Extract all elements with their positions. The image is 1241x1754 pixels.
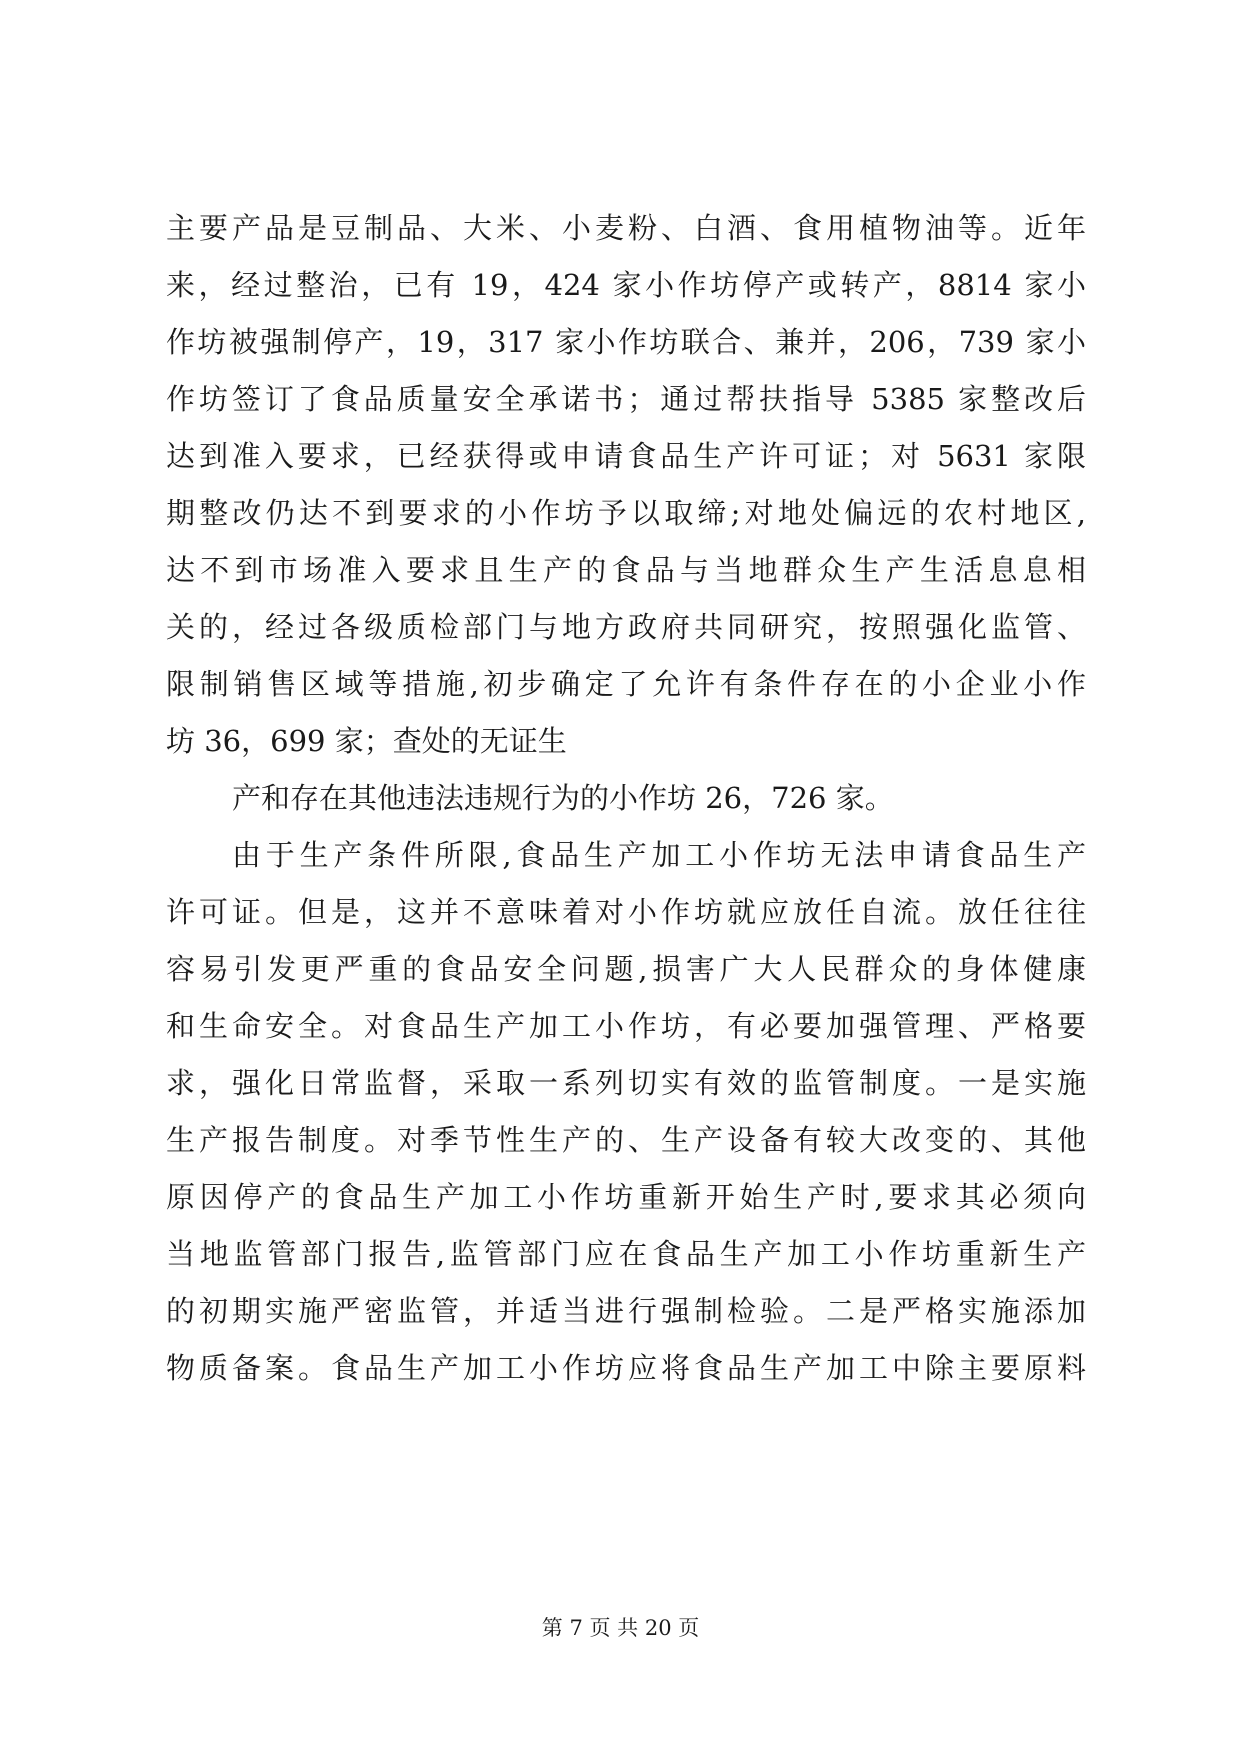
paragraph-3-line-9: 的初期实施严密监管，并适当进行强制检验。二是严格实施添加 [166, 1294, 1086, 1328]
paragraph-1-line-3: 作坊被强制停产，19，317 家小作坊联合、兼并，206，739 家小 [166, 325, 1086, 359]
paragraph-3-line-6: 生产报告制度。对季节性生产的、生产设备有较大改变的、其他 [166, 1123, 1086, 1157]
paragraph-1-line-5: 达到准入要求，已经获得或申请食品生产许可证；对 5631 家限 [166, 439, 1086, 473]
paragraph-3-line-5: 求，强化日常监督，采取一系列切实有效的监管制度。一是实施 [166, 1066, 1086, 1100]
paragraph-1-line-1: 主要产品是豆制品、大米、小麦粉、白酒、食用植物油等。近年 [166, 211, 1086, 245]
paragraph-3-line-3: 容易引发更严重的食品安全问题,损害广大人民群众的身体健康 [166, 952, 1086, 986]
paragraph-1-line-6: 期整改仍达不到要求的小作坊予以取缔;对地处偏远的农村地区, [166, 496, 1086, 530]
paragraph-2-line-1: 产和存在其他违法违规行为的小作坊 26，726 家。 [232, 781, 894, 815]
paragraph-1-line-2: 来，经过整治，已有 19，424 家小作坊停产或转产，8814 家小 [166, 268, 1086, 302]
paragraph-1-line-10: 坊 36，699 家；查处的无证生 [166, 724, 567, 758]
paragraph-3-line-8: 当地监管部门报告,监管部门应在食品生产加工小作坊重新生产 [166, 1237, 1086, 1271]
paragraph-3-line-10: 物质备案。食品生产加工小作坊应将食品生产加工中除主要原料 [166, 1351, 1086, 1385]
paragraph-1-line-9: 限制销售区域等措施,初步确定了允许有条件存在的小企业小作 [166, 667, 1086, 701]
paragraph-3-line-2: 许可证。但是，这并不意味着对小作坊就应放任自流。放任往往 [166, 895, 1086, 929]
paragraph-3-line-4: 和生命安全。对食品生产加工小作坊，有必要加强管理、严格要 [166, 1009, 1086, 1043]
paragraph-3-line-7: 原因停产的食品生产加工小作坊重新开始生产时,要求其必须向 [166, 1180, 1086, 1214]
page-number-footer: 第 7 页 共 20 页 [541, 1616, 700, 1640]
paragraph-1-line-4: 作坊签订了食品质量安全承诺书；通过帮扶指导 5385 家整改后 [166, 382, 1086, 416]
paragraph-1-line-8: 关的，经过各级质检部门与地方政府共同研究，按照强化监管、 [166, 610, 1086, 644]
paragraph-3-line-1: 由于生产条件所限,食品生产加工小作坊无法申请食品生产 [232, 838, 1086, 872]
paragraph-1-line-7: 达不到市场准入要求且生产的食品与当地群众生产生活息息相 [166, 553, 1086, 587]
